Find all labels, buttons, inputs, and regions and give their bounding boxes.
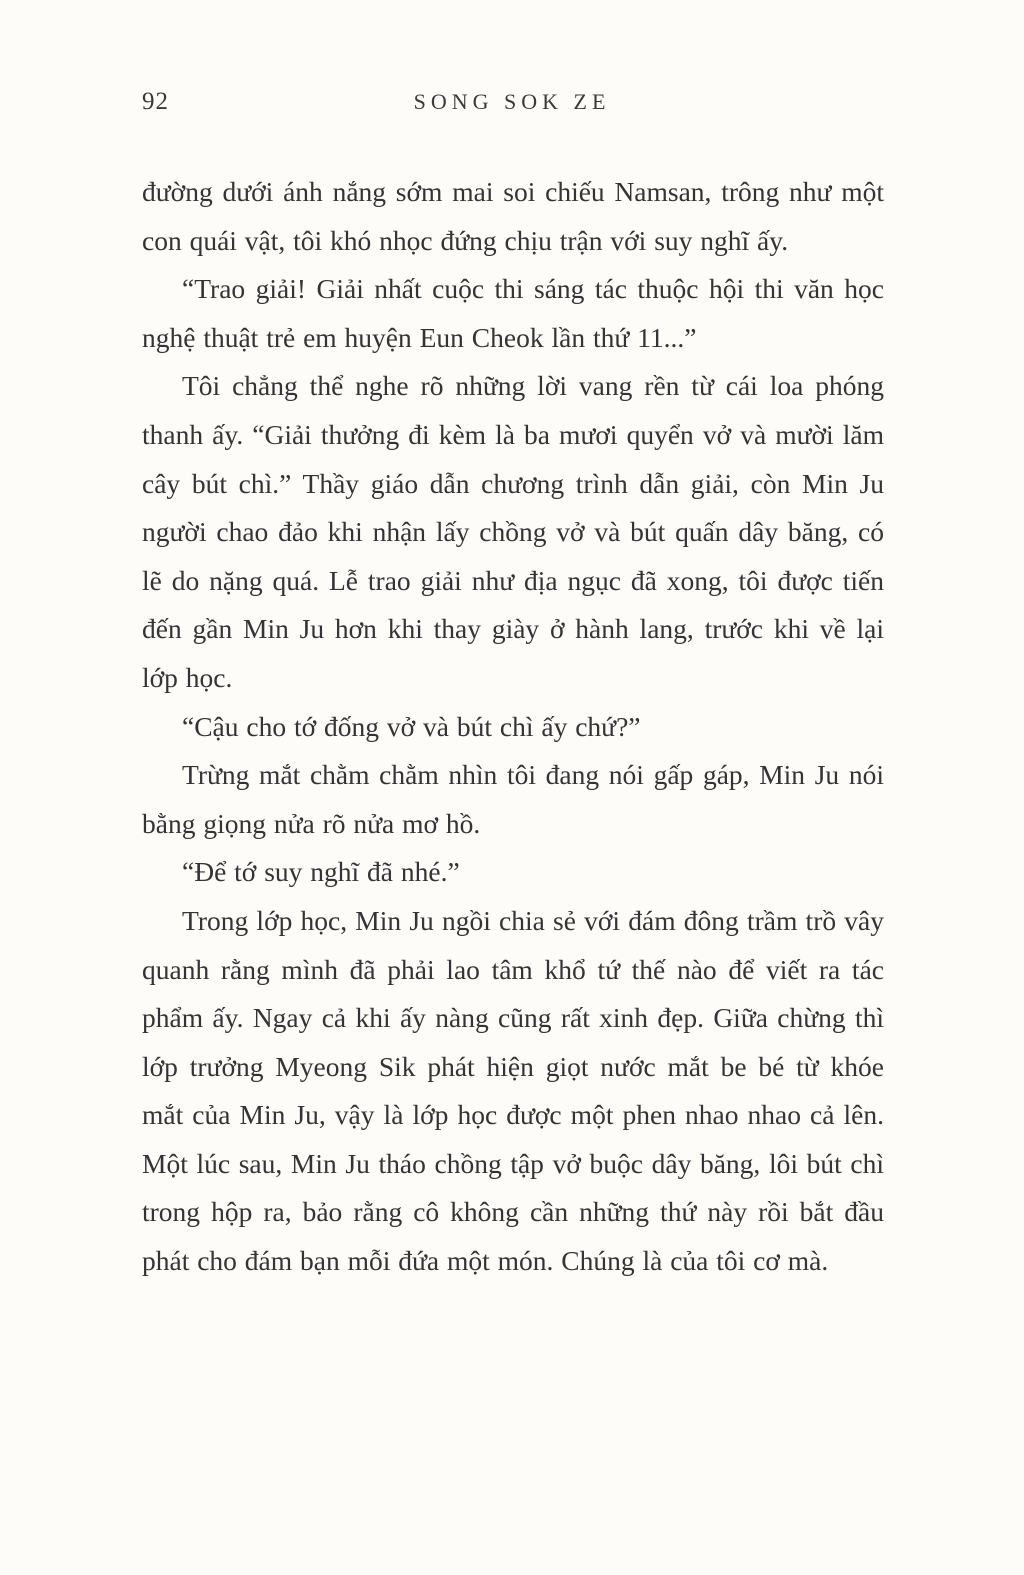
paragraph: Tôi chẳng thể nghe rõ những lời vang rền từ cái loa phóng thanh ấy. “Giải thưởng đi kèm là ba mươi quyển vở và mười lăm cây bút chì.” Thầy giáo dẫn chương trình dẫn giải, còn Min Ju người chao đảo khi nhận lấy chồng vở và bút quấn dây băng, có lẽ do nặng quá. Lễ trao giải như địa ngục đã xong, tôi được tiến đến gần Min Ju hơn khi thay giày ở hành lang, trước khi về lại lớp học. [142,370,884,693]
paragraph: “Trao giải! Giải nhất cuộc thi sáng tác thuộc hội thi văn học nghệ thuật trẻ em huyện Eun Cheok lần thứ 11...” [142,273,884,353]
paragraph: “Để tớ suy nghĩ đã nhé.” [182,856,460,888]
running-header [142,88,882,122]
paragraph: Trừng mắt chằm chằm nhìn tôi đang nói gấp gáp, Min Ju nói bằng giọng nửa rõ nửa mơ hồ. [142,759,884,839]
paragraph: đường dưới ánh nắng sớm mai soi chiếu Namsan, trông như một con quái vật, tôi khó nhọc đứng chịu trận với suy nghĩ ấy. [142,176,884,256]
paragraph: Trong lớp học, Min Ju ngồi chia sẻ với đám đông trầm trồ vây quanh rằng mình đã phải lao tâm khổ tứ thế nào để viết ra tác phẩm ấy. Ngay cả khi ấy nàng cũng rất xinh đẹp. Giữa chừng thì lớp trưởng Myeong Sik phát hiện giọt nước mắt be bé từ khóe mắt của Min Ju, vậy là lớp học được một phen nhao nhao cả lên. Một lúc sau, Min Ju tháo chồng tập vở buộc dây băng, lôi bút chì trong hộp ra, bảo rằng cô không cần những thứ này rồi bắt đầu phát cho đám bạn mỗi đứa một món. Chúng là của tôi cơ mà. [142,904,884,1277]
paragraph: “Cậu cho tớ đống vở và bút chì ấy chứ?” [182,710,641,742]
page-number: 92 [142,88,169,115]
running-header-title: SONG SOK ZE [413,89,611,114]
text-block [142,168,884,1286]
